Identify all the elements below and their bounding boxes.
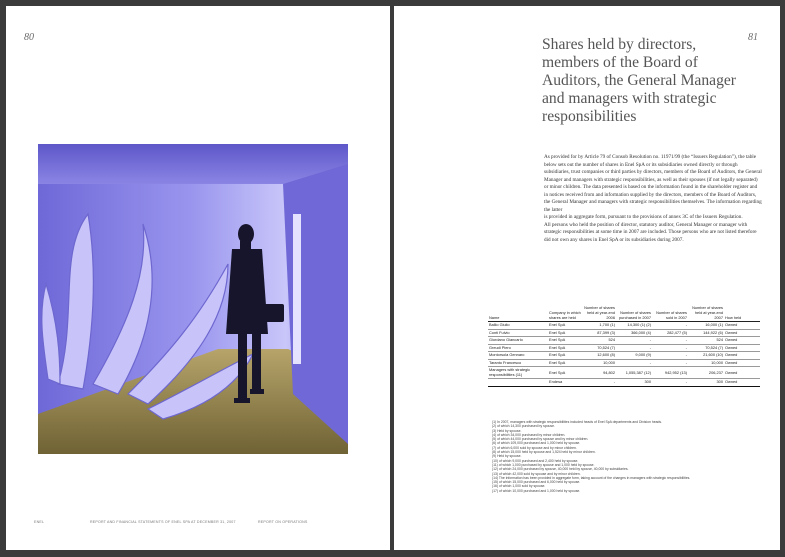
cell-purchased: 366,000 (4)	[616, 329, 652, 337]
cell-held-2006: 12,600 (8)	[582, 352, 616, 360]
cell-how-held: Owned	[724, 367, 760, 379]
cell-sold: 942,952 (13)	[652, 367, 688, 379]
cell-how-held: Owned	[724, 344, 760, 352]
table-row	[488, 337, 760, 345]
column-header: Number of shares held at year-end 2006	[582, 306, 616, 322]
cell-sold: -	[652, 359, 688, 367]
cell-held-2007: 206,237	[688, 367, 724, 379]
cell-purchased: -	[616, 344, 652, 352]
cell-held-2007: 21,600 (10)	[688, 352, 724, 360]
photo-illustration	[38, 144, 348, 454]
footnote: (4) of which 34,000 purchased by minor children.	[492, 432, 566, 437]
cell-held-2006: 524	[582, 337, 616, 345]
cell-name: Conti Fulvio	[488, 329, 548, 337]
table-header-row	[488, 306, 760, 322]
footer-company: ENEL	[34, 520, 45, 524]
footnote: (10) of which 9,000 purchased and 2,400 held by spouse.	[492, 458, 579, 463]
paragraph: All persons who held the position of director, statutory auditor, General Manager or manager with strategic responsibilities at some time in 2007 are included. Those persons who are not listed therefore did not own any shares in Enel SpA or its subsidiaries during 2007.	[544, 221, 757, 244]
left-page	[6, 6, 390, 550]
cell-held-2006: 1,700 (1)	[582, 322, 616, 330]
footnote: (17) of which 10,000 purchased and 1,000 held by spouse.	[492, 488, 581, 493]
column-header: Number of shares sold in 2007	[652, 306, 688, 322]
cell-name: Ballio Giulio	[488, 322, 548, 330]
footnote: (12) of which 24,000 purchased by spouse, 40,000 held by spouse, 40,000 by subsidiaries.	[492, 467, 629, 472]
cell-company: Enel SpA	[548, 329, 582, 337]
footer-section: REPORT ON OPERATIONS	[258, 520, 308, 524]
cell-sold: -	[652, 352, 688, 360]
cell-sold: -	[652, 322, 688, 330]
table-footnotes	[492, 420, 762, 493]
cell-company: Enel SpA	[548, 359, 582, 367]
cell-name: Montorsola Gennaro	[488, 352, 548, 360]
cell-held-2006: 10,000	[582, 359, 616, 367]
cell-name	[488, 379, 548, 387]
table-row	[488, 359, 760, 367]
cell-sold: -	[652, 344, 688, 352]
cell-company: Enel SpA	[548, 322, 582, 330]
cell-held-2006: 70,524 (7)	[582, 344, 616, 352]
column-header: Number of shares held at year-end 2007	[688, 306, 724, 322]
cell-sold: 282,477 (5)	[652, 329, 688, 337]
cell-purchased: -	[616, 337, 652, 345]
cell-sold: -	[652, 379, 688, 387]
cell-name: Giordano Giancarlo	[488, 337, 548, 345]
cell-held-2006: -	[582, 379, 616, 387]
cell-name: Managers with strategic responsibilities (11)	[488, 367, 548, 379]
cell-how-held: Owned	[724, 359, 760, 367]
column-header: Name	[488, 306, 548, 322]
cell-held-2007: 524	[688, 337, 724, 345]
cell-company: Enel SpA	[548, 337, 582, 345]
cell-purchased: 14,300 (1) (2)	[616, 322, 652, 330]
page-title: Shares held by directors, members of the Board of Auditors, the General Manager and managers with strategic responsibilities	[542, 36, 736, 125]
footnote: (3) Held by spouse.	[492, 428, 522, 433]
footnote: (13) of which 42,000 sold by spouse and by minor children.	[492, 471, 581, 476]
paragraph: is provided in aggregate form, pursuant to the provisions of annex 3C of the Issuers Regulation.	[544, 214, 743, 221]
footnote: (14) The information has been provided in aggregate form, taking account of the changes in managers with strategic responsibilities.	[492, 475, 691, 480]
paragraph: As provided for by Article 79 of Consob Resolution no. 11971/99 (the “Issuers Regulation”), the table below sets out the number of shares in Enel SpA or its subsidiaries owned directly or through subsidiaries, trust companies or third parties by directors, members of the Board of Auditors, the General Manager and managers with strategic responsibilities, as well as their spouses (if not legally separated) or minor children. The data presented is based on the information found in the shareholder register and in notices received from and information supplied by the directors, members of the Board of Auditors, the General Manager and managers with strategic responsibilities themselves. The information regarding the latter	[544, 154, 762, 213]
cell-purchased: 1,055,387 (12)	[616, 367, 652, 379]
column-header: Number of shares purchased in 2007	[616, 306, 652, 322]
table-row	[488, 322, 760, 330]
footnote: (1) In 2007, managers with strategic responsibilities included heads of Enel SpA departments and Division heads.	[492, 420, 663, 424]
table-row	[488, 379, 760, 387]
cell-how-held: Owned	[724, 322, 760, 330]
cell-held-2007: 300	[688, 379, 724, 387]
column-header: How held	[724, 306, 760, 322]
footnote: (16) of which 1,000 sold by spouse.	[492, 484, 546, 489]
cell-company: Enel SpA	[548, 352, 582, 360]
right-page	[394, 6, 780, 550]
table-row	[488, 367, 760, 379]
intro-text	[544, 154, 762, 245]
page-number: 81	[748, 32, 758, 43]
cell-held-2007: 70,524 (7)	[688, 344, 724, 352]
page-number: 80	[24, 32, 34, 43]
footnote: (5) of which 44,000 purchased by spouse and by minor children.	[492, 437, 589, 442]
footnote: (2) of which 14,300 purchased by spouse.	[492, 424, 555, 429]
table-row	[488, 329, 760, 337]
footnote: (15) of which 15,000 purchased and 6,000 held by spouse.	[492, 480, 581, 485]
footnote: (11) of which 1,000 purchased by spouse and 1,000 held by spouse.	[492, 462, 595, 467]
cell-held-2006: 87,399 (3)	[582, 329, 616, 337]
cell-how-held: Owned	[724, 352, 760, 360]
cell-how-held: Owned	[724, 329, 760, 337]
cell-company: Enel SpA	[548, 344, 582, 352]
footnote: (8) of which 15,000 held by spouse and 1,524 held by minor children.	[492, 450, 596, 455]
photo-man-in-corridor	[38, 144, 348, 454]
column-header: Company in which shares are held	[548, 306, 582, 322]
cell-how-held: Owned	[724, 337, 760, 345]
shares-table	[488, 306, 760, 387]
cell-how-held: Owned	[724, 379, 760, 387]
cell-name: Greudi Piero	[488, 344, 548, 352]
footnote: (7) of which 6,000 sold by spouse and by minor children.	[492, 445, 577, 450]
cell-purchased: 300	[616, 379, 652, 387]
cell-sold: -	[652, 337, 688, 345]
footer-report-title: REPORT AND FINANCIAL STATEMENTS OF ENEL SPA AT DECEMBER 31, 2007	[90, 520, 236, 524]
cell-held-2007: 144,922 (6)	[688, 329, 724, 337]
cell-name: Taranto Francesco	[488, 359, 548, 367]
table-row	[488, 344, 760, 352]
cell-held-2006: 94,802	[582, 367, 616, 379]
cell-company: Endesa	[548, 379, 582, 387]
cell-held-2007: 10,000	[688, 359, 724, 367]
footnote: (9) Held by spouse.	[492, 454, 522, 459]
table-row	[488, 352, 760, 360]
cell-company: Enel SpA	[548, 367, 582, 379]
footnote: (6) of which 109,000 purchased and 1,000 held by spouse.	[492, 441, 581, 446]
cell-purchased: 9,000 (9)	[616, 352, 652, 360]
cell-held-2007: 16,000 (1)	[688, 322, 724, 330]
cell-purchased: -	[616, 359, 652, 367]
